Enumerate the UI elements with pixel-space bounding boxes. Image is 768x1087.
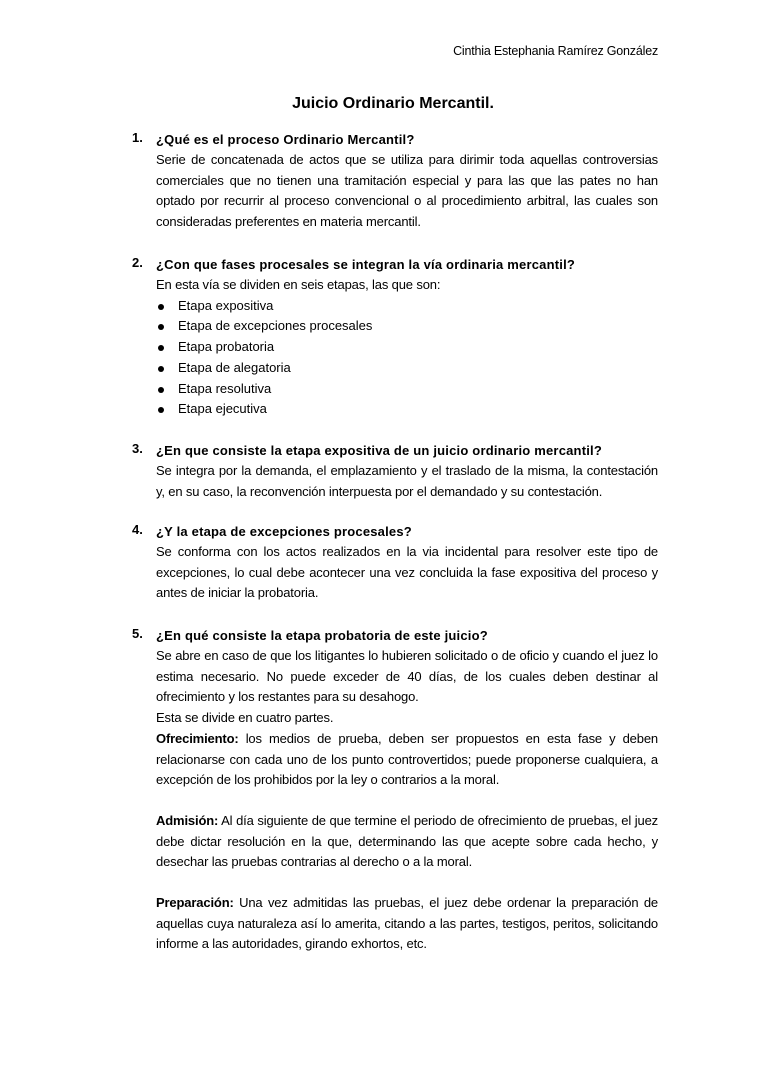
part-admision (156, 811, 658, 873)
section-question: ¿En qué consiste la etapa probatoria de este juicio? (156, 628, 488, 643)
answer-text: Serie de concatenada de actos que se utiliza para dirimir toda aquellas controversias comerciales que no tienen una tramitación especial y para las que las pates no han optado por recurrir al proceso convencional o al procedimiento arbitral, las cuales son consideradas preferentes en materia mercantil. (156, 152, 658, 230)
section-question: ¿Con que fases procesales se integran la vía ordinaria mercantil? (156, 257, 576, 272)
list-item: Etapa expositiva (156, 296, 658, 317)
answer-text: Se integra por la demanda, el emplazamiento y el traslado de la misma, la contestación y, en su caso, la reconvención interpuesta por el demandado y su contestación. (156, 463, 658, 499)
section-answer (156, 275, 658, 296)
answer-intro: En esta vía se dividen en seis etapas, las que son: (156, 277, 441, 292)
section-question: ¿Qué es el proceso Ordinario Mercantil? (156, 132, 415, 147)
phase-list (134, 296, 658, 420)
section-answer (156, 461, 658, 502)
list-item: Etapa de excepciones procesales (156, 316, 658, 337)
author-name: Cinthia Estephania Ramírez González (453, 44, 658, 58)
answer-text: Se abre en caso de que los litigantes lo hubieren solicitado o de oficio y cuando el juez lo estima necesario. No puede exceder de 40 días, de los cuales deben destinar al ofrecimiento y los restantes para su desahogo. (156, 648, 658, 705)
section-2 (134, 255, 658, 420)
section-question: ¿Y la etapa de excepciones procesales? (156, 524, 412, 539)
part-text: Una vez admitidas las pruebas, el juez debe ordenar la preparación de aquellas cuya naturaleza así lo amerita, citando a las partes, testigos, peritos, solicitando informe a las autoridades, girando exhortos, etc. (156, 895, 658, 952)
section-answer (156, 150, 658, 233)
section-answer (156, 646, 658, 955)
section-question: ¿En que consiste la etapa expositiva de un juicio ordinario mercantil? (156, 443, 602, 458)
part-text: Al día siguiente de que termine el periodo de ofrecimiento de pruebas, el juez debe dictar resolución en la que, determinando las que acepte sobre cada hecho, y desechar las pruebas contrarias al derecho o a la moral. (156, 812, 658, 870)
section-3 (134, 441, 658, 502)
document-title: Juicio Ordinario Mercantil. (292, 95, 494, 112)
part-label: Ofrecimiento: (156, 730, 239, 746)
section-number: 1. (132, 130, 143, 145)
list-item: Etapa de alegatoria (156, 358, 658, 379)
part-text: los medios de prueba, deben ser propuestos en esta fase y deben relacionarse con cada uno de los punto controvertidos; puede proponerse cualquiera, a excepción de los prohibidos por la ley o contrarios a la moral. (156, 730, 658, 788)
part-preparacion (156, 893, 658, 955)
section-number: 2. (132, 255, 143, 270)
part-ofrecimiento (156, 729, 658, 791)
section-number: 5. (132, 626, 143, 641)
section-number: 4. (132, 522, 143, 537)
list-item: Etapa ejecutiva (156, 399, 658, 420)
part-label: Preparación: (156, 895, 234, 911)
section-number: 3. (132, 441, 143, 456)
list-item: Etapa probatoria (156, 337, 658, 358)
answer-text: Se conforma con los actos realizados en la via incidental para resolver este tipo de excepciones, lo cual debe acontecer una vez concluida la fase expositiva del proceso y antes de iniciar la probatoria. (156, 544, 658, 601)
list-item: Etapa resolutiva (156, 379, 658, 400)
section-4 (134, 522, 658, 604)
section-answer (156, 542, 658, 604)
answer-note: Esta se divide en cuatro partes. (156, 710, 334, 726)
section-1 (134, 130, 658, 233)
part-label: Admisión: (156, 812, 219, 828)
section-5 (134, 626, 658, 955)
